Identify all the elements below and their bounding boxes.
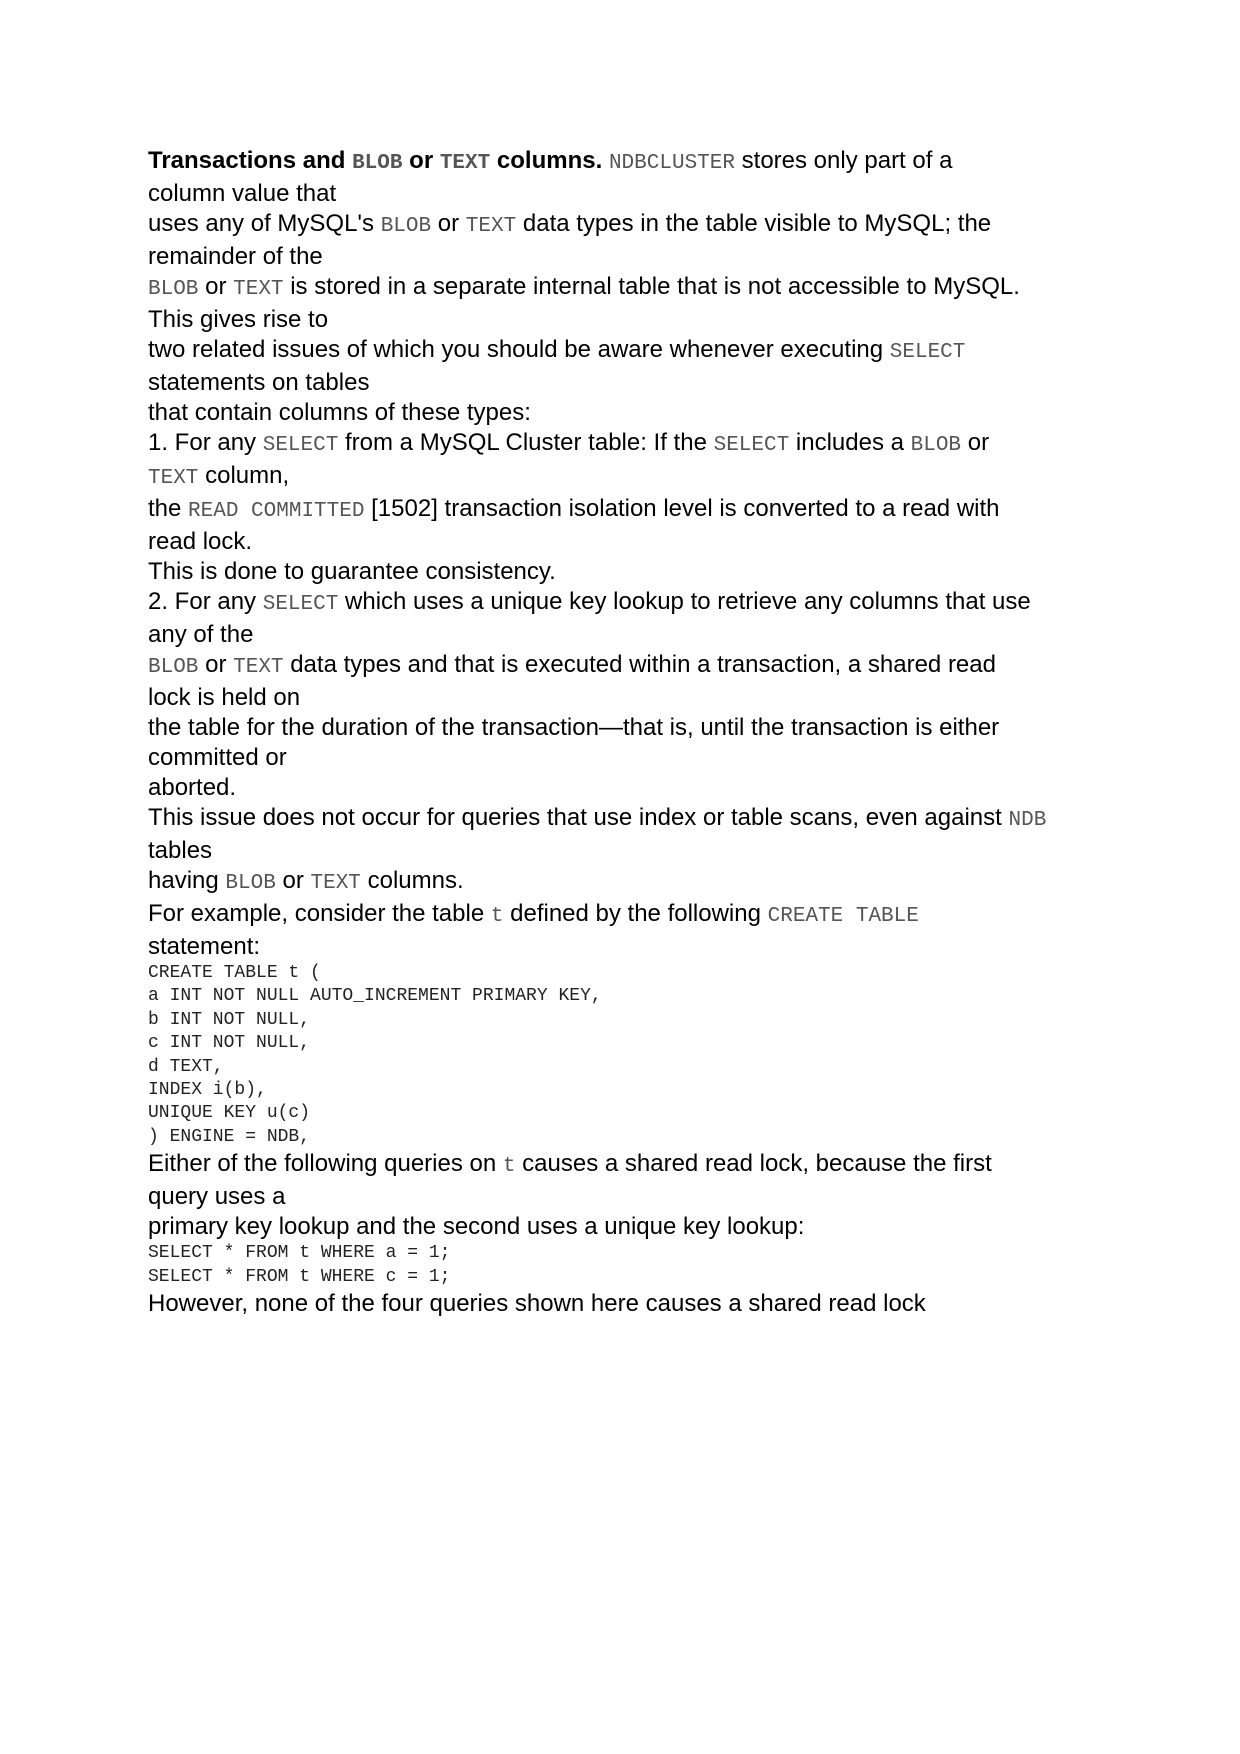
paragraph-line (148, 1149, 1108, 1182)
text: includes a (789, 429, 911, 456)
text: the (148, 495, 189, 522)
paragraph-line (148, 899, 1108, 932)
code-term: TEXT (148, 467, 199, 490)
code-term: SELECT (262, 434, 339, 457)
paragraph-line: the table for the duration of the transaction—that is, until the transaction is either (148, 714, 1000, 741)
paragraph-line (148, 494, 1108, 527)
text (602, 147, 609, 174)
paragraph-line: primary key lookup and the second uses a unique key lookup: (148, 1213, 805, 1241)
code-term: NDBCLUSTER (608, 152, 735, 175)
paragraph-line-final: However, none of the four queries shown here causes a shared read lock (148, 1290, 926, 1318)
paragraph-line: statements on tables (148, 369, 370, 396)
code-term: t (490, 905, 504, 928)
code-line: b INT NOT NULL, (148, 1009, 311, 1030)
list-item-1 (148, 428, 1108, 461)
paragraph-line (148, 866, 1108, 899)
list-item-2 (148, 587, 1108, 620)
text: columns. (360, 867, 464, 894)
code-line: CREATE TABLE t ( (148, 963, 321, 983)
paragraph-line: aborted. (148, 774, 237, 801)
paragraph-line: statement: (148, 933, 261, 960)
code-term: SELECT (262, 593, 339, 616)
code-term: NDB (1008, 809, 1047, 832)
text: data types and that is executed within a transaction, a shared read (283, 651, 996, 678)
code-line: UNIQUE KEY u(c) (148, 1103, 311, 1124)
code-term: TEXT (465, 215, 517, 238)
paragraph-line (148, 650, 1108, 683)
paragraph-line (148, 335, 1108, 368)
paragraph-line: that contain columns of these types: (148, 399, 531, 426)
text: This issue does not occur for queries that use index or table scans, even against (148, 804, 1009, 831)
code-block-select-queries (148, 1242, 1108, 1289)
code-line: d TEXT, (148, 1056, 224, 1077)
document-body (148, 146, 1108, 1319)
code-term: SELECT (889, 341, 966, 364)
heading-text: columns. (490, 147, 603, 174)
paragraph-line: This gives rise to (148, 306, 329, 333)
paragraph-line (148, 803, 1108, 836)
heading-text: Transactions and (148, 147, 353, 174)
text: or (198, 273, 234, 300)
code-line: a INT NOT NULL AUTO_INCREMENT PRIMARY KEY, (148, 986, 602, 1007)
paragraph-line: remainder of the (148, 243, 323, 270)
text: causes a shared read lock, because the first (515, 1150, 992, 1178)
paragraph-line (148, 461, 1108, 494)
paragraph-line: committed or (148, 744, 287, 771)
code-term: t (502, 1155, 516, 1179)
paragraph-line: read lock. (148, 528, 253, 555)
code-term: CREATE TABLE (767, 905, 919, 928)
code-term: TEXT (233, 278, 284, 301)
code-term: SELECT (713, 434, 790, 457)
code-line: c INT NOT NULL, (148, 1033, 311, 1054)
text: two related issues of which you should be aware whenever executing (148, 336, 890, 363)
code-term: BLOB (225, 872, 276, 895)
text: from a MySQL Cluster table: If the (338, 429, 714, 456)
text: having (148, 867, 226, 894)
code-term: BLOB (148, 656, 199, 679)
text: column, (198, 462, 290, 489)
text: or (431, 210, 466, 237)
code-line: SELECT * FROM t WHERE a = 1; (148, 1243, 451, 1264)
code-line: SELECT * FROM t WHERE c = 1; (148, 1266, 451, 1287)
text: 1. For any (148, 429, 263, 456)
code-term: TEXT (233, 656, 284, 679)
paragraph-line (148, 209, 1108, 242)
paragraph-line: tables (148, 837, 213, 864)
text: or (961, 429, 990, 456)
text: which uses a unique key lookup to retrieve any columns that use (338, 588, 1031, 615)
code-line: ) ENGINE = NDB, (148, 1126, 311, 1147)
code-term: TEXT (439, 152, 491, 175)
code-term: BLOB (352, 152, 403, 175)
paragraph-line: This is done to guarantee consistency. (148, 558, 556, 585)
code-line: INDEX i(b), (148, 1080, 267, 1101)
paragraph-line: column value that (148, 180, 337, 207)
text: defined by the following (503, 900, 768, 927)
text: data types in the table visible to MySQL; the (516, 210, 992, 237)
text: is stored in a separate internal table that is not accessible to MySQL. (283, 273, 1020, 300)
text: 2. For any (148, 588, 263, 615)
text: For example, consider the table (148, 900, 491, 927)
text: uses any of MySQL's (148, 210, 381, 237)
text: [1502] transaction isolation level is converted to a read with (364, 495, 1000, 522)
code-term: BLOB (380, 215, 432, 238)
text: stores only part of a (734, 147, 953, 174)
paragraph-line: any of the (148, 621, 254, 648)
paragraph-line-1 (148, 146, 1108, 179)
text: or (275, 867, 311, 894)
text: Either of the following queries on (148, 1150, 503, 1178)
paragraph-line (148, 272, 1108, 305)
code-term: BLOB (148, 278, 199, 301)
heading-text: or (402, 147, 440, 174)
code-term: TEXT (310, 872, 361, 895)
paragraph-line: lock is held on (148, 684, 301, 711)
code-block-create-table (148, 962, 1108, 1149)
paragraph-line: query uses a (148, 1183, 286, 1211)
text: or (198, 651, 234, 678)
code-term: BLOB (910, 434, 962, 457)
code-term: READ COMMITTED (188, 500, 365, 523)
